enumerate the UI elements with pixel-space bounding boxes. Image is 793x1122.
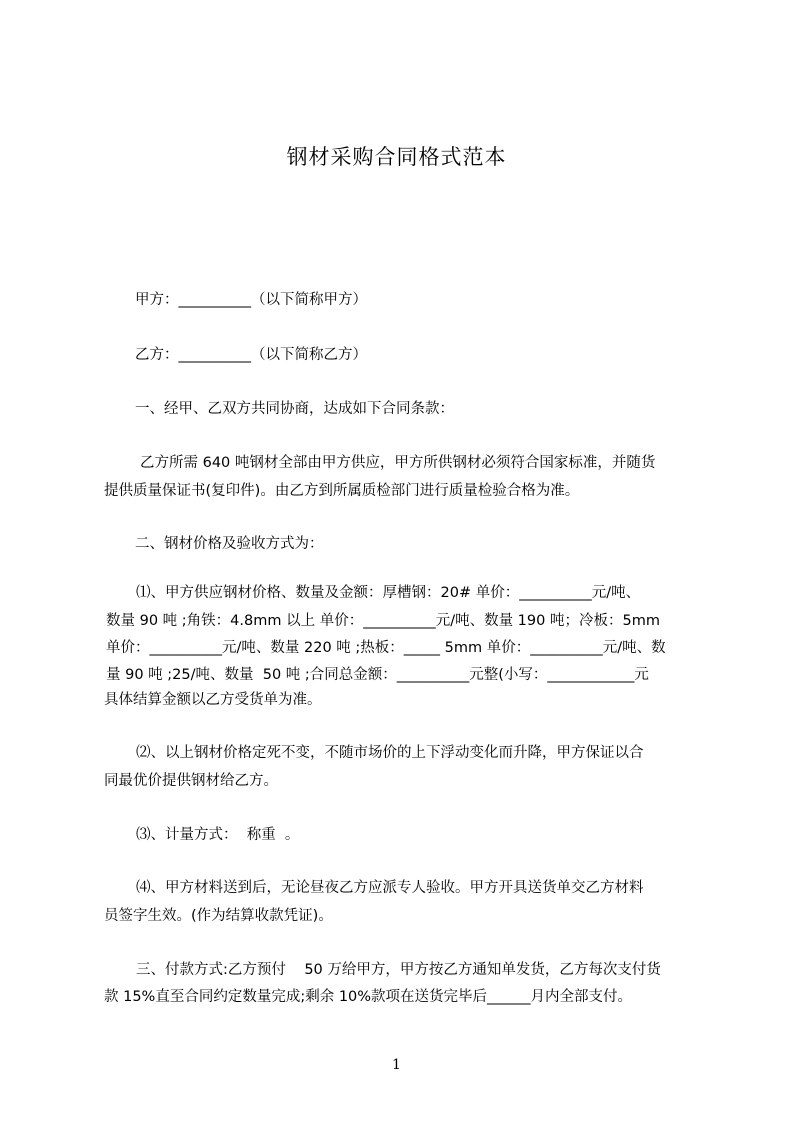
clause-1-line-4: 量 90 吨 ;25/吨、数量 50 吨 ;合同总金额：__________元整(小写：____________元 <box>106 667 649 683</box>
section-2-heading: 二、钢材价格及验收方式为： <box>135 536 324 552</box>
party-a-line: 甲方：__________（以下简称甲方） <box>135 292 367 308</box>
section-1-heading: 一、经甲、乙双方共同协商，达成如下合同条款： <box>135 401 454 417</box>
section-1-paragraph-line-1: 乙方所需 640 吨钢材全部由甲方供应，甲方所供钢材必须符合国家标准，并随货 <box>140 455 656 471</box>
section-3-line-1: 三、付款方式:乙方预付 50 万给甲方，甲方按乙方通知单发货，乙方每次支付货 <box>136 962 661 978</box>
clause-2-line-2: 同最优价提供钢材给乙方。 <box>104 773 278 789</box>
clause-1-line-1: ⑴、甲方供应钢材价格、数量及金额：厚槽钢：20# 单价：__________元/吨、 <box>136 585 641 601</box>
page-number: 1 <box>392 1057 401 1073</box>
clause-1-line-5: 具体结算金额以乙方受货单为准。 <box>104 692 322 708</box>
party-b-line: 乙方：__________（以下简称乙方） <box>135 347 367 363</box>
document-title: 钢材采购合同格式范本 <box>286 145 507 169</box>
section-1-paragraph-line-2: 提供质量保证书(复印件)。由乙方到所属质检部门进行质量检验合格为准。 <box>104 483 580 499</box>
section-3-line-2: 款 15%直至合同约定数量完成;剩余 10%款项在送货完毕后______月内全部支付。 <box>104 989 633 1005</box>
clause-3-line: ⑶、计量方式： 称重 。 <box>136 827 300 843</box>
clause-1-line-2: 数量 90 吨 ;角铁：4.8mm 以上 单价：__________元/吨、数量 190 吨；冷板：5mm <box>106 613 660 629</box>
clause-1-line-3: 单价：__________元/吨、数量 220 吨 ;热板：_____ 5mm 单价：__________元/吨、数 <box>106 640 666 656</box>
clause-4-line-1: ⑷、甲方材料送到后，无论昼夜乙方应派专人验收。甲方开具送货单交乙方材料 <box>136 880 644 896</box>
clause-4-line-2: 员签字生效。(作为结算收款凭证)。 <box>104 908 333 924</box>
clause-2-line-1: ⑵、以上钢材价格定死不变，不随市场价的上下浮动变化而升降，甲方保证以合 <box>136 745 644 761</box>
